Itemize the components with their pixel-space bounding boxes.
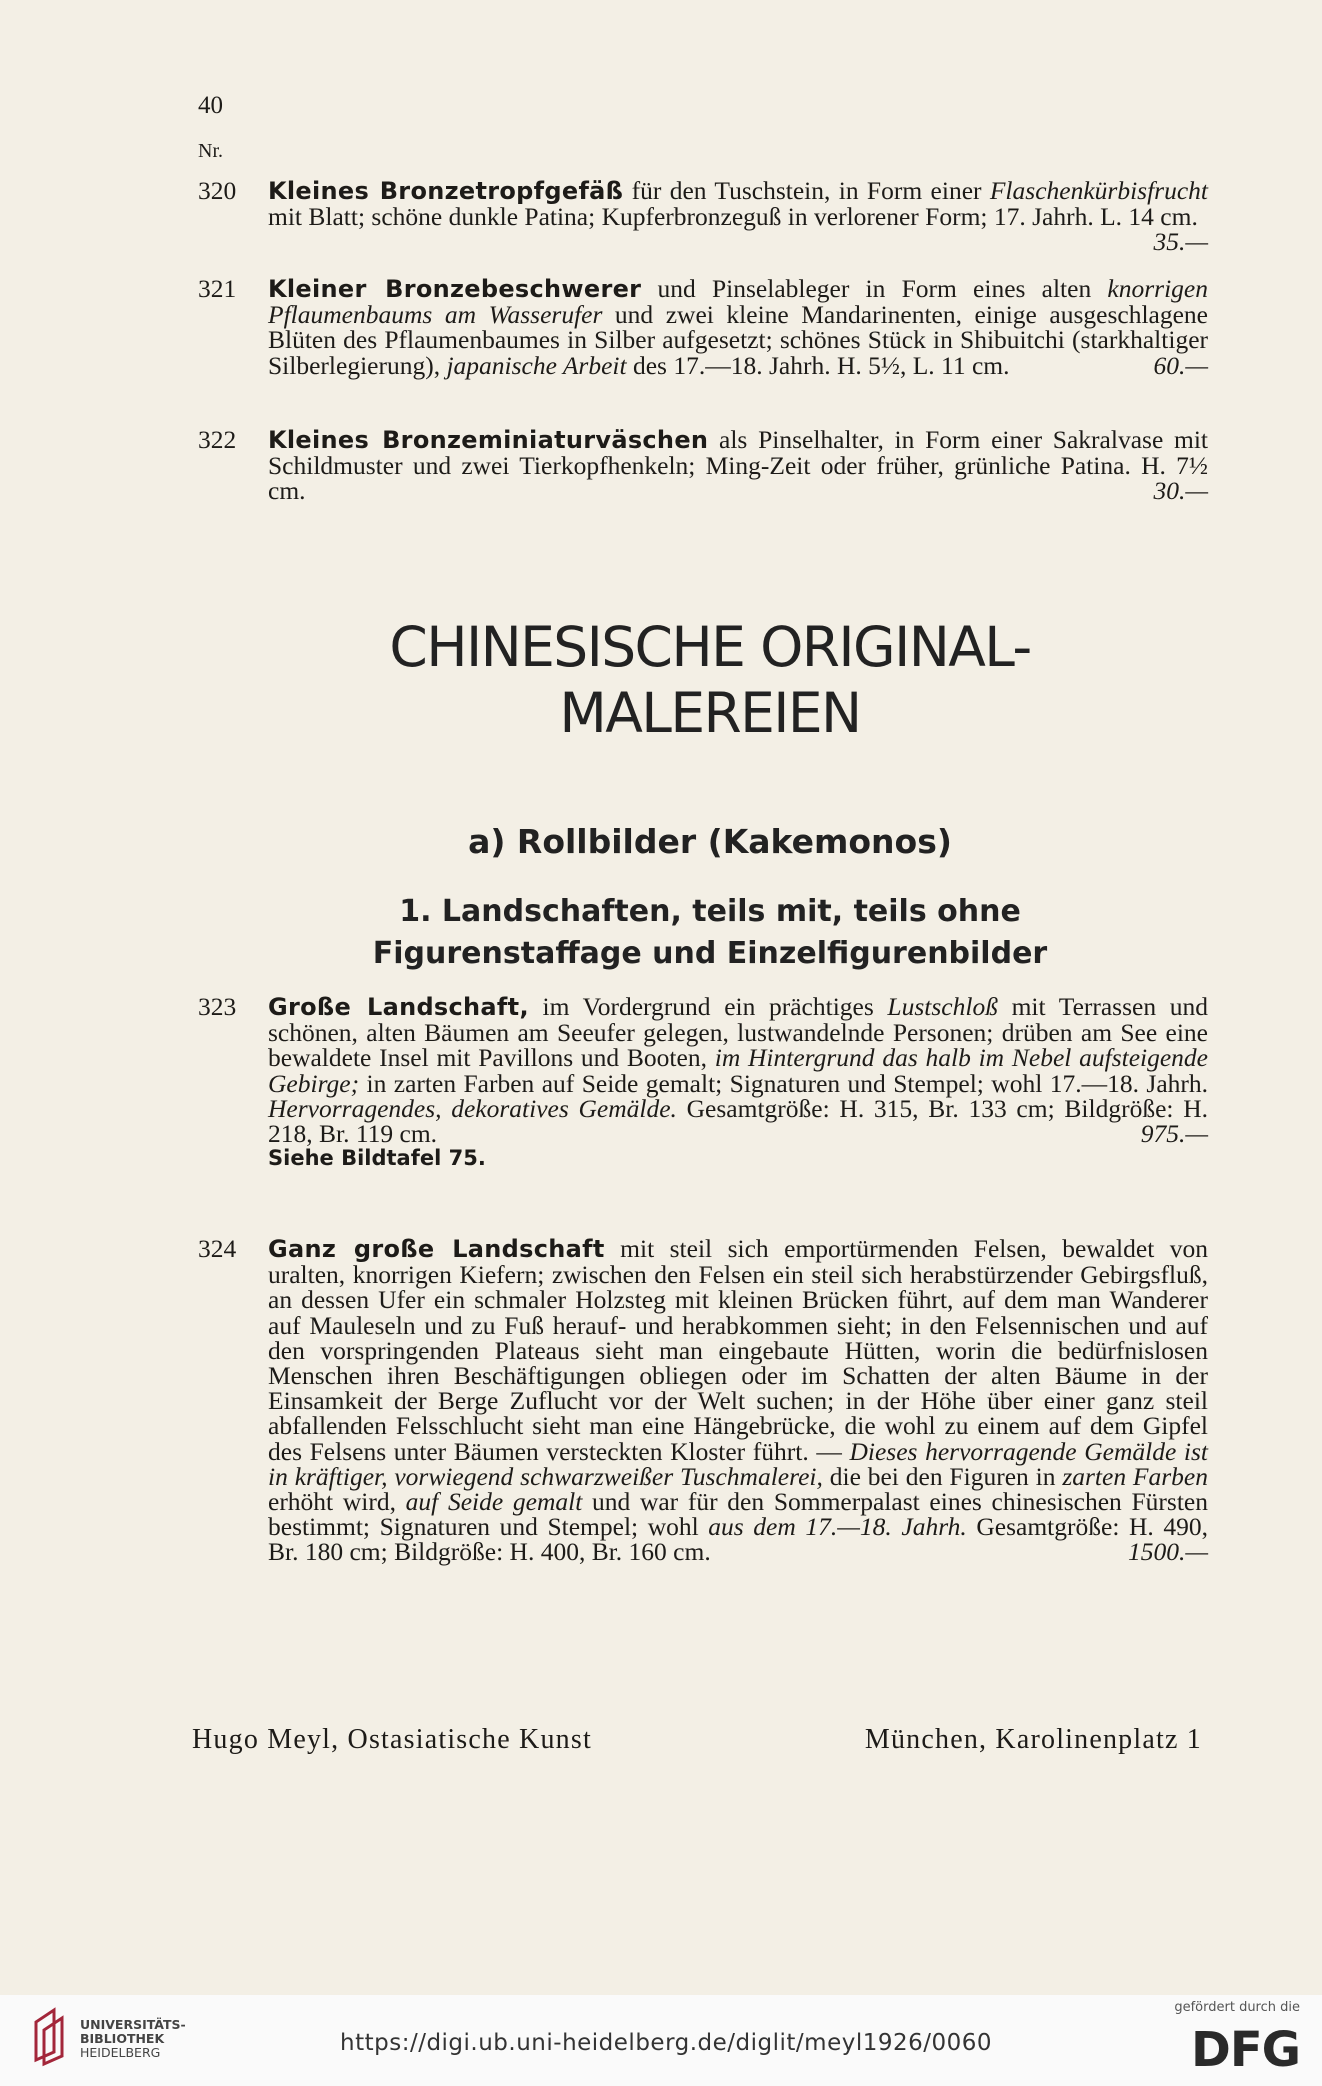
university-library-logo-icon [30,2000,76,2070]
entry-number: 320 [198,176,237,205]
entry-number: 321 [198,274,237,303]
catalog-entry-321 [198,276,1208,378]
catalog-entry-320 [198,178,1208,255]
funding-caption: gefördert durch die [1174,2000,1300,2015]
entry-price: 975.— [1140,1119,1208,1149]
entry-number: 322 [198,425,237,454]
entry-description: Kleines Bronzetropfgefäß für den Tuschstein, in Form einer Flaschenkürbisfrucht mit Blatt; schöne dunkle Patina; Kupferbronzeguß in verlorener Form; 17. Jahrh. L. 14 cm. 35.— [268,176,1208,257]
entry-price: 60.— [1153,350,1208,380]
catalog-entry-323 [198,994,1208,1171]
entry-title: Ganz große Landschaft [268,1235,605,1263]
plate-reference: Siehe Bildtafel 75. [268,1146,486,1171]
publisher-address: München, Karolinenplatz 1 [864,1724,1202,1755]
entry-price: 1500.— [1127,1537,1208,1567]
number-column-label: Nr. [198,140,223,162]
entry-title: Kleines Bronzeminiaturväschen [268,426,709,454]
subsection-title: a) Rollbilder (Kakemonos) [468,822,952,861]
entry-description: Kleiner Bronzebeschwerer und Pinselableger in Form eines alten knorrigen Pflaumenbaums am Wasserufer und zwei kleine Mandarinenten, einige ausgeschlagene Blüten des Pflaumenbaumes in Silber aufgesetzt; schönes Stück in Shibuitchi (starkhaltiger Silberlegierung), japanische Arbeit des 17.—18. Jahrh. H. 5½, L. 11 cm. 60.— [268,274,1208,380]
entry-description: Kleines Bronzeminiaturväschen als Pinselhalter, in Form einer Sakralvase mit Schildmuster und zwei Tierkopfhenkeln; Ming-Zeit oder früher, grünliche Patina. H. 7½ cm. 30.— [268,425,1208,506]
dfg-logo: DFG [1190,2022,1300,2078]
entry-description: Große Landschaft, im Vordergrund ein prächtiges Lustschloß mit Terrassen und schönen, alten Bäumen am Seeufer gelegen, lustwandelnde Personen; drüben am See eine bewaldete Insel mit Pavillons und Booten, im Hintergrund das halb im Nebel aufsteigende Gebirge; in zarten Farben auf Seide gemalt; Signaturen und Stempel; wohl 17.—18. Jahrh. Hervorragendes, dekoratives Gemälde. Gesamtgröße: H. 315, Br. 133 cm; Bildgröße: H. 218, Br. 119 cm. 975.— Siehe Bildtafel 75. [268,992,1208,1171]
entry-price: 35.— [1153,227,1208,257]
category-title: 1. Landschaften, teils mit, teils ohne Figurenstaffage und Einzelfigurenbilder [372,894,1048,971]
entry-number: 323 [198,992,237,1021]
section-title: CHINESISCHE ORIGINAL- MALEREIEN [389,615,1031,745]
entry-title: Große Landschaft, [268,993,529,1021]
permalink-url[interactable]: https://digi.ub.uni-heidelberg.de/diglit/meyl1926/0060 [340,2030,993,2056]
catalog-entry-324 [198,1236,1208,1565]
page-number: 40 [198,92,223,119]
entry-title: Kleiner Bronzebeschwerer [268,275,642,303]
catalog-entry-322 [198,427,1208,504]
entry-description: Ganz große Landschaft mit steil sich emportürmenden Felsen, bewaldet von uralten, knorrigen Kiefern; zwischen den Felsen ein steil sich herabstürzender Gebirgsfluß, an dessen Ufer ein schmaler Holzsteg mit kleinen Brücken führt, auf dem man Wanderer auf Mauleseln und zu Fuß herauf- und herabkommen sieht; in den Felsennischen und auf den vorspringenden Plateaus sieht man eingebaute Hütten, worin die bedürfnislosen Menschen ihren Beschäftigungen obliegen oder im Schatten der alten Bäume in der Einsamkeit der Berge Zuflucht vor der Welt suchen; in der Höhe über einer ganz steil abfallenden Felsschlucht sieht man eine Hängebrücke, die wohl zu einem auf dem Gipfel des Felsens unter Bäumen versteckten Kloster führt. — Dieses hervorragende Gemälde ist in kräftiger, vorwiegend schwarzweißer Tuschmalerei, die bei den Figuren in zarten Farben erhöht wird, auf Seide gemalt und war für den Sommerpalast eines chinesischen Fürsten bestimmt; Signaturen und Stempel; wohl aus dem 17.—18. Jahrh. Gesamtgröße: H. 490, Br. 180 cm; Bildgröße: H. 400, Br. 160 cm. 1500.— [268,1234,1209,1567]
entry-number: 324 [198,1234,237,1263]
university-library-name: UNIVERSITÄTS- BIBLIOTHEK HEIDELBERG [80,2017,186,2060]
publisher-name: Hugo Meyl, Ostasiatische Kunst [192,1724,592,1755]
entry-title: Kleines Bronzetropfgefäß [268,177,624,205]
entry-price: 30.— [1153,476,1208,506]
